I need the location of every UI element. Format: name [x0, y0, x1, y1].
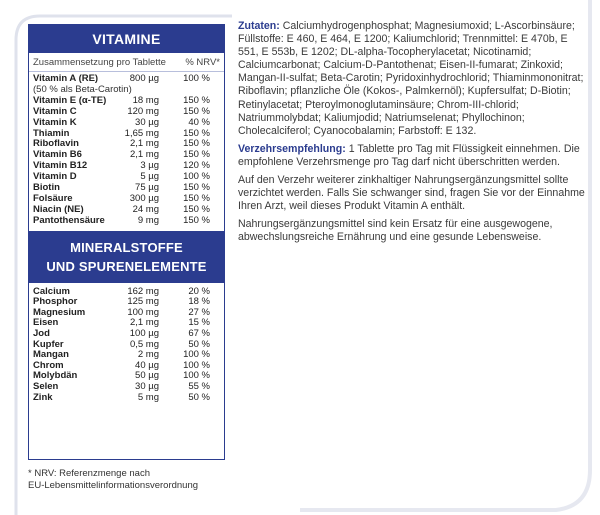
nutrient-amount: 5 µg: [140, 171, 159, 183]
nutrient-amount: 300 µg: [129, 192, 159, 204]
nutrient-amount: 2 mg: [137, 349, 159, 361]
nutrient-name: Zink: [33, 391, 53, 403]
nutrient-nrv: 18 %: [188, 296, 210, 308]
nutrient-nrv: 100 %: [183, 73, 210, 84]
table-row: [29, 393, 224, 404]
nutrient-nrv: 27 %: [188, 306, 210, 318]
nutrient-amount: 75 µg: [135, 182, 159, 194]
nutrient-name: Selen: [33, 381, 59, 393]
nutrient-nrv: 150 %: [183, 203, 210, 215]
disclaimer-paragraph: Nahrungsergänzungsmittel sind kein Ersatz für eine ausgewogene, abwechslungsreiche Ernährung und eine gesunde Lebensweise.: [238, 218, 553, 244]
nutrient-amount: 50 µg: [135, 370, 159, 382]
nutrient-name: Molybdän: [33, 370, 78, 382]
nutrient-amount: 5 mg: [137, 391, 159, 403]
nutrient-name: Magnesium: [33, 306, 86, 318]
mineralstoffe-title-line1: MINERALSTOFFE: [70, 239, 183, 255]
nutrient-amount: 125 mg: [127, 296, 159, 308]
nutrient-amount: 1,65 mg: [124, 127, 159, 139]
nutrient-nrv: 150 %: [183, 149, 210, 161]
nutrient-amount: 2,1 mg: [129, 317, 159, 329]
nutrient-name: Phosphor: [33, 296, 78, 308]
nutrient-nrv: 150 %: [183, 214, 210, 226]
nutrient-nrv: 40 %: [188, 116, 210, 128]
nutrient-name: Biotin: [33, 182, 60, 194]
nutrient-name: Riboflavin: [33, 138, 79, 150]
footnote-line1: * NRV: Referenzmenge nach: [28, 468, 150, 479]
nutrient-name: Vitamin D: [33, 171, 77, 183]
nutrient-nrv: 50 %: [188, 338, 210, 350]
nutrient-name: Vitamin A (RE): [33, 73, 99, 84]
nutrient-amount: 2,1 mg: [129, 138, 159, 150]
mineralstoffe-heading: [29, 231, 224, 283]
nutrient-amount: 100 mg: [127, 306, 159, 318]
nutrient-name: Calcium: [33, 285, 70, 297]
dosage-text: 1 Tablette pro Tag mit Flüssigkeit einnehmen. Die empfohlene Verzehrsmenge pro Tag darf nicht überschritten werden.: [238, 142, 580, 168]
nutrient-name: Vitamin B12: [33, 160, 88, 172]
nutrient-nrv: 120 %: [183, 160, 210, 172]
ingredients-label: Zutaten:: [238, 20, 280, 32]
nutrient-name: Jod: [33, 328, 50, 340]
mineralstoffe-title-line2: UND SPURENELEMENTE: [46, 258, 207, 274]
nutrient-amount: 30 µg: [135, 381, 159, 393]
nutrient-name: Vitamin C: [33, 105, 77, 117]
nutrient-name: Vitamin E (α-TE): [33, 94, 107, 106]
dosage-label: Verzehrsempfehlung:: [238, 142, 346, 155]
table-row: [29, 107, 224, 118]
column-composition-label: Zusammensetzung pro Tablette: [33, 57, 166, 68]
nutrient-amount: 40 µg: [135, 359, 159, 371]
nutrient-nrv: 100 %: [183, 370, 210, 382]
nutrient-name: Niacin (NE): [33, 203, 84, 215]
nutrient-nrv: 150 %: [183, 94, 210, 106]
nutrient-nrv: 150 %: [183, 138, 210, 150]
ingredients-text: Calciumhydrogenphosphat; Magnesiumoxid; L-Ascorbinsäure; Füllstoffe: E 460, E 464, E 1200; Kaliumchlorid; Trennmittel: E 470b, E 551, E 553b, E 1202; DL-alpha-Tocopherylacetat; Nicotinamid; Calciumcarbonat; Calcium-D-Pantothenat; Eisen-II-fumarat; Zinkoxid; Mangan-II-sulfat; Beta-Carotin; Pyridoxinhydrochlorid; Thiaminmononitrat; Riboflavin; pflanzliche Öle (Kokos-, Palmkernöl); Kupfersulfat; D-Biotin; Retinylacetat; Pteroylmonoglutaminsäure; Chrom-III-chlorid; Natriummolybdat; Kaliumjodid; Natriumselenat; Phyllochinon; Cholecalciferol; Cyanocobalamin; Farbstoff: E 132.: [238, 20, 584, 137]
nutrient-amount: 800 µg: [129, 73, 159, 84]
nrv-footnote: [28, 468, 228, 491]
nutrient-name: Mangan: [33, 349, 69, 361]
nutrient-nrv: 55 %: [188, 381, 210, 393]
nutrient-nrv: 15 %: [188, 317, 210, 329]
nutrient-name: Folsäure: [33, 192, 73, 204]
table-row: [29, 216, 224, 227]
table-column-header: [29, 53, 224, 72]
beta-carotin-note: (50 % als Beta-Carotin): [33, 83, 132, 95]
nutrient-amount: 9 mg: [137, 214, 159, 226]
nutrient-nrv: 100 %: [183, 349, 210, 361]
nutrient-amount: 18 mg: [132, 94, 159, 106]
nutrient-nrv: 150 %: [183, 127, 210, 139]
nutrient-nrv: 150 %: [183, 192, 210, 204]
nutrient-name: Eisen: [33, 317, 59, 329]
dosage-paragraph: [238, 143, 588, 169]
nutrient-nrv: 67 %: [188, 328, 210, 340]
nutrient-nrv: 50 %: [188, 391, 210, 403]
nutrient-amount: 24 mg: [132, 203, 159, 215]
nutrient-nrv: 150 %: [183, 105, 210, 117]
nutrient-name: Vitamin B6: [33, 149, 82, 161]
nutrient-amount: 3 µg: [140, 160, 159, 172]
nutrient-nrv: 20 %: [188, 285, 210, 297]
nutrient-amount: 30 µg: [135, 116, 159, 128]
nutrient-name: Vitamin K: [33, 116, 77, 128]
footnote-line2: EU-Lebensmittelinformationsverordnung: [28, 479, 199, 491]
nutrient-name: Chrom: [33, 359, 64, 371]
nutrient-amount: 0,5 mg: [129, 338, 159, 350]
nutrient-amount: 2,1 mg: [129, 149, 159, 161]
nutrient-nrv: 100 %: [183, 171, 210, 183]
ingredients-paragraph: [238, 20, 588, 138]
nutrient-amount: 162 mg: [127, 285, 159, 297]
nutrient-name: Pantothensäure: [33, 214, 105, 226]
column-nrv-label: % NRV*: [185, 57, 220, 68]
nutrient-amount: 120 mg: [127, 105, 159, 117]
nutrient-nrv: 100 %: [183, 359, 210, 371]
vitamin-rows: [29, 72, 224, 227]
nutrient-name: Thiamin: [33, 127, 70, 139]
nutrient-amount: 100 µg: [129, 328, 159, 340]
mineral-rows: [29, 283, 224, 404]
table-row: [29, 118, 224, 129]
nutrient-name: Kupfer: [33, 338, 64, 350]
nutrient-nrv: 150 %: [183, 182, 210, 194]
product-info-text: [238, 20, 588, 250]
nutrition-table: [28, 24, 225, 460]
vitamine-heading: VITAMINE: [29, 25, 224, 53]
warning-paragraph: Auf den Verzehr weiterer zinkhaltiger Nahrungsergänzungsmittel sollte verzichtet werden. Falls Sie schwanger sind, fragen Sie vor der Einnahme Ihren Arzt, weil dieses Produkt Vitamin A enthält.: [238, 174, 585, 213]
